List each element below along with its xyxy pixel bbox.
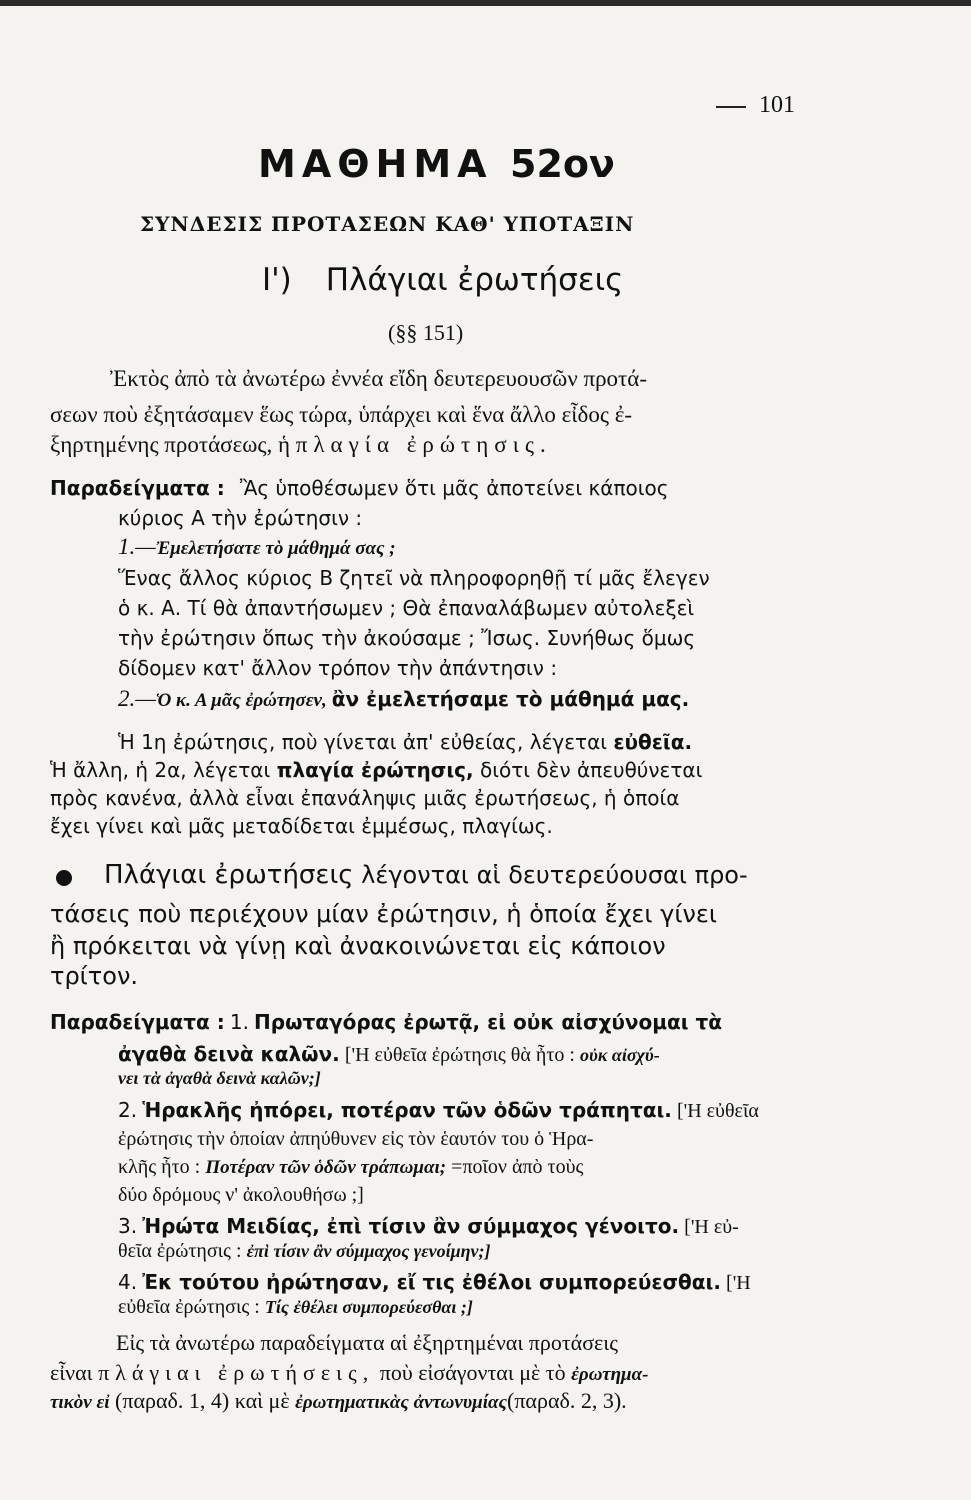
- rule-line-4: τρίτον.: [50, 962, 138, 990]
- examples1-line-1: Παραδείγματα : Ἂς ὑποθέσωμεν ὅτι μᾶς ἀποτείνει κάποιος: [50, 476, 669, 500]
- examples1-line-7: Ἡ 1η ἐρώτησις, ποὺ γίνεται ἀπ' εὐθείας, λέγεται εὐθεῖα.: [118, 730, 693, 754]
- question-2: 2.—Ὁ κ. Α μᾶς ἐρώτησεν, ἂν ἐμελετήσαμε τὸ μάθημά μας.: [118, 686, 690, 711]
- example2-1-line-1: Παραδείγματα : 1. Πρωταγόρας ἐρωτᾷ, εἰ οὐκ αἰσχύνομαι τὰ: [50, 1010, 723, 1034]
- top-border: [0, 0, 971, 6]
- rule-line-2: τάσεις ποὺ περιέχουν μίαν ἐρώτησιν, ἡ ὁποία ἔχει γίνει: [50, 900, 717, 928]
- question-1: 1.—Ἐμελετήσατε τὸ μάθημά σας ;: [118, 534, 396, 559]
- closing-line-2: εἶναι πλάγιαι ἐρωτήσεις, ποὺ εἰσάγονται μὲ τὸ ἐρωτημα-: [50, 1360, 649, 1385]
- example2-3-line-2: θεῖα ἐρώτησις : ἐπὶ τίσιν ἂν σύμμαχος γενοίμην;]: [118, 1240, 491, 1262]
- closing-line-3: τικὸν εἰ (παραδ. 1, 4) καὶ μὲ ἐρωτηματικὰς ἀντωνυμίας(παραδ. 2, 3).: [50, 1388, 627, 1413]
- lesson-number: 52ον: [510, 142, 615, 186]
- lesson-title: ΜΑΘΗΜΑ: [258, 142, 493, 186]
- example2-1-line-2: ἀγαθὰ δεινὰ καλῶν. ['Η εὐθεῖα ἐρώτησις θὰ ἦτο : οὐκ αἰσχύ-: [118, 1042, 660, 1066]
- subheading: [262, 262, 623, 298]
- rule-line-1: Πλάγιαι ἐρωτήσεις λέγονται αἱ δευτερεύουσαι προ-: [104, 860, 748, 890]
- page-number: 101: [759, 92, 795, 118]
- term-plagia-erotisis: πλαγία ἐρώτησις.: [295, 432, 552, 457]
- example2-2-line-2: ἐρώτησις τὴν ὁποίαν ἀπηύθυνεν εἰς τὸν ἑαυτόν του ὁ Ἡρα-: [118, 1128, 594, 1150]
- paragraph-reference: (§§ 151): [388, 320, 464, 345]
- example2-2-line-4: δύο δρόμους ν' ἀκολουθήσω ;]: [118, 1184, 364, 1206]
- subheading-text: Πλάγιαι ἐρωτήσεις: [325, 262, 624, 298]
- subheading-roman: Ι'): [262, 262, 292, 298]
- section-heading: ΣΥΝΔΕΣΙΣ ΠΡΟΤΑΣΕΩΝ ΚΑΘ' ΥΠΟΤΑΞΙΝ: [140, 212, 635, 236]
- rule-line-3: ἢ πρόκειται νὰ γίνῃ καὶ ἀνακοινώνεται εἰς κάποιον: [50, 932, 666, 960]
- example2-1-line-3: νει τὰ ἀγαθὰ δεινὰ καλῶν;]: [118, 1068, 321, 1088]
- examples2-label: Παραδείγματα :: [50, 1010, 225, 1034]
- examples-label: Παραδείγματα :: [50, 476, 225, 500]
- examples1-line-10: ἔχει γίνει καὶ μᾶς μεταδίδεται ἐμμέσως, πλαγίως.: [50, 814, 553, 838]
- intro-line-3: ξηρτημένης προτάσεως, ἡ πλαγία ἐρώτησις.: [50, 432, 552, 457]
- intro-line-1: Ἐκτὸς ἀπὸ τὰ ἀνωτέρω ἐννέα εἴδη δευτερευουσῶν προτά-: [110, 366, 648, 391]
- examples1-line-4: ὁ κ. Α. Τί θὰ ἀπαντήσωμεν ; Θὰ ἐπαναλάβωμεν αὐτολεξεὶ: [118, 596, 695, 620]
- example2-4-line-1: 4. Ἐκ τούτου ἠρώτησαν, εἴ τις ἐθέλοι συμπορεύεσθαι. ['Η: [118, 1270, 751, 1294]
- examples1-line-2: κύριος Α τὴν ἐρώτησιν :: [118, 506, 363, 530]
- examples1-line-8: Ἡ ἄλλη, ἡ 2α, λέγεται πλαγία ἐρώτησις, διότι δὲν ἀπευθύνεται: [50, 758, 703, 782]
- example2-4-line-2: εὐθεῖα ἐρώτησις : Τίς ἐθέλει συμπορεύεσθαι ;]: [118, 1296, 473, 1318]
- examples1-line-6: δίδομεν κατ' ἄλλον τρόπον τὴν ἀπάντησιν :: [118, 656, 558, 680]
- examples1-line-5: τὴν ἐρώτησιν ὅπως τὴν ἀκούσαμε ; Ἴσως. Συνήθως ὅμως: [118, 626, 696, 650]
- page-number-dash: [716, 106, 746, 108]
- example2-3-line-1: 3. Ἠρώτα Μειδίας, ἐπὶ τίσιν ἂν σύμμαχος γένοιτο. ['Η εὐ-: [118, 1214, 739, 1238]
- examples1-line-9: πρὸς κανένα, ἀλλὰ εἶναι ἐπανάληψις μιᾶς ἐρωτήσεως, ἡ ὁποία: [50, 786, 680, 810]
- examples1-line-3: Ἕνας ἄλλος κύριος Β ζητεῖ νὰ πληροφορηθῇ τί μᾶς ἔλεγεν: [118, 566, 710, 590]
- bullet-icon: [56, 870, 72, 886]
- example2-2-line-3: κλῆς ἦτο : Ποτέραν τῶν ὁδῶν τράπωμαι; =ποῖον ἀπὸ τοὺς: [118, 1156, 584, 1178]
- closing-line-1: Εἰς τὰ ἀνωτέρω παραδείγματα αἱ ἐξηρτημέναι προτάσεις: [116, 1330, 618, 1355]
- intro-line-2: σεων ποὺ ἐξητάσαμεν ἕως τώρα, ὑπάρχει καὶ ἕνα ἄλλο εἶδος ἐ-: [50, 402, 633, 427]
- example2-2-line-1: 2. Ἡρακλῆς ἠπόρει, ποτέραν τῶν ὁδῶν τράπηται. ['Η εὐθεῖα: [118, 1098, 759, 1122]
